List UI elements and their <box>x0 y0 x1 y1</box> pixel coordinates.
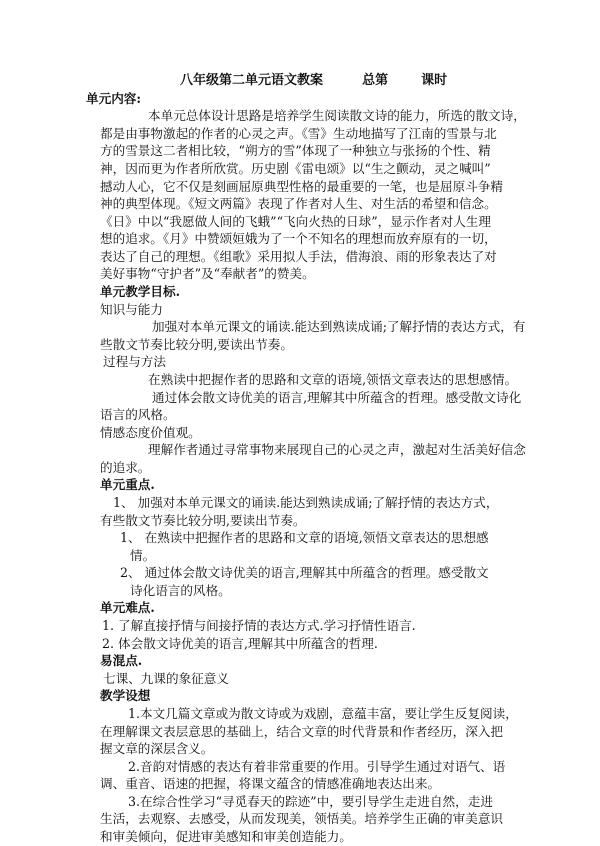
intro-line-4: 神，因而更为作者所欣赏。历史剧《雷电颂》以“生之颤动，灵之喊叫” <box>100 160 491 176</box>
process-line-3: 语言的风格。 <box>100 407 176 422</box>
difficult-line-2: 2. 体会散文诗优美的语言,理解其中所蕴含的哲理. <box>102 635 378 651</box>
attitude-line-1: 理解作者通过寻常事物来展现自己的心灵之声，激起对生活美好信念 <box>148 442 526 458</box>
key-line-6: 诗化语言的风格。 <box>130 582 231 598</box>
heading-unit-content: 单元内容: <box>86 90 142 106</box>
key-line-3: 1、 在熟读中把握作者的思路和文章的语境,领悟文章表达的思想感 <box>120 530 489 546</box>
intro-line-10: 美好事物“守护者”及“奉献者”的赞美。 <box>100 266 315 282</box>
key-line-2: 有些散文节奏比较分明,要读出节奏。 <box>100 512 306 528</box>
intro-line-3: 方的雪景这二者相比较，“朔方的雪”体现了一种独立与张扬的个性、精 <box>100 143 491 159</box>
difficult-line-1: 1. 了解直接抒情与间接抒情的表达方式.学习抒情性语言. <box>102 618 416 633</box>
key-line-4: 情。 <box>130 547 156 563</box>
heading-teaching-design: 教学设想 <box>100 688 151 704</box>
design-line-2: 在理解课文表层意思的基础上，结合文章的时代背景和作者经历，深入把 <box>100 723 503 739</box>
subheading-process: 过程与方法 <box>103 354 166 370</box>
intro-line-9: 表达了自己的理想。《组歌》采用拟人手法，借海浪、雨的形象表达了对 <box>100 248 497 264</box>
intro-line-6: 神的典型体现。《短文两篇》表现了作者对人生、对生活的希望和信念。 <box>100 196 497 212</box>
intro-line-8: 想的追求。《月》中赞颂姮娥为了一个不知名的理想而放弃原有的一切， <box>100 231 497 247</box>
heading-teaching-goals: 单元教学目标. <box>100 284 180 299</box>
confuse-text: 七课、九课的象征意义 <box>103 670 229 686</box>
subheading-knowledge: 知识与能力 <box>100 301 163 317</box>
heading-key-points: 单元重点. <box>100 477 155 493</box>
knowledge-line-1: 加强对本单元课文的诵读.能达到熟读成诵;了解抒情的表达方式，有 <box>152 319 526 335</box>
intro-line-7: 《日》中以“我愿做人间的飞蛾”“飞向火热的日球”，显示作者对人生理 <box>100 213 491 229</box>
design-line-3: 握文章的深层含义。 <box>100 741 214 757</box>
intro-line-5: 撼动人心，它不仅是刻画屈原典型性格的最重要的一笔，也是屈原斗争精 <box>100 178 503 194</box>
design-line-5: 调、重音、语速的把握，将课文蕴含的情感准确地表达出来。 <box>100 776 441 792</box>
subheading-attitude: 情感态度价值观。 <box>100 424 201 440</box>
intro-line-2: 都是由事物激起的作者的心灵之声。《雪》生动地描写了江南的雪景与北 <box>100 125 497 141</box>
lesson-label: 课时 <box>421 73 448 88</box>
document-title <box>180 72 500 90</box>
total-label: 总第 <box>362 73 389 88</box>
key-line-5: 2、 通过体会散文诗优美的语言,理解其中所蕴含的哲理。感受散文 <box>120 565 489 581</box>
design-line-8: 和审美倾向，促进审美感知和审美创造能力。 <box>100 829 352 844</box>
design-line-1: 1.本文几篇文章或为散文诗或为戏剧，意蕴丰富，要让学生反复阅读， <box>128 705 518 721</box>
process-line-1: 在熟读中把握作者的思路和文章的语境,领悟文章表达的思想感情。 <box>148 371 518 387</box>
design-line-7: 生活，去观察、去感受，从而发现美，领悟美。培养学生正确的审美意识 <box>100 811 503 827</box>
heading-difficult-points: 单元难点. <box>100 600 155 616</box>
attitude-line-2: 的追求。 <box>100 459 151 475</box>
intro-line-1: 本单元总体设计思路是培养学生阅读散文诗的能力，所选的散文诗， <box>148 108 526 124</box>
knowledge-line-2: 些散文节奏比较分明,要读出节奏。 <box>100 336 293 352</box>
heading-confusing-points: 易混点. <box>100 653 143 669</box>
design-line-4: 2.音韵对情感的表达有着非常重要的作用。引导学生通过对语气、语 <box>128 758 506 774</box>
title-text: 八年级第二单元语文教案 <box>180 73 324 88</box>
design-line-6: 3.在综合性学习“寻觅春天的踪迹”中，要引导学生走进自然，走进 <box>128 793 493 809</box>
key-line-1: 1、 加强对本单元课文的诵读.能达到熟读成诵;了解抒情的表达方式， <box>113 495 499 510</box>
process-line-2: 通过体会散文诗优美的语言,理解其中所蕴含的哲理。感受散文诗化 <box>152 389 522 405</box>
